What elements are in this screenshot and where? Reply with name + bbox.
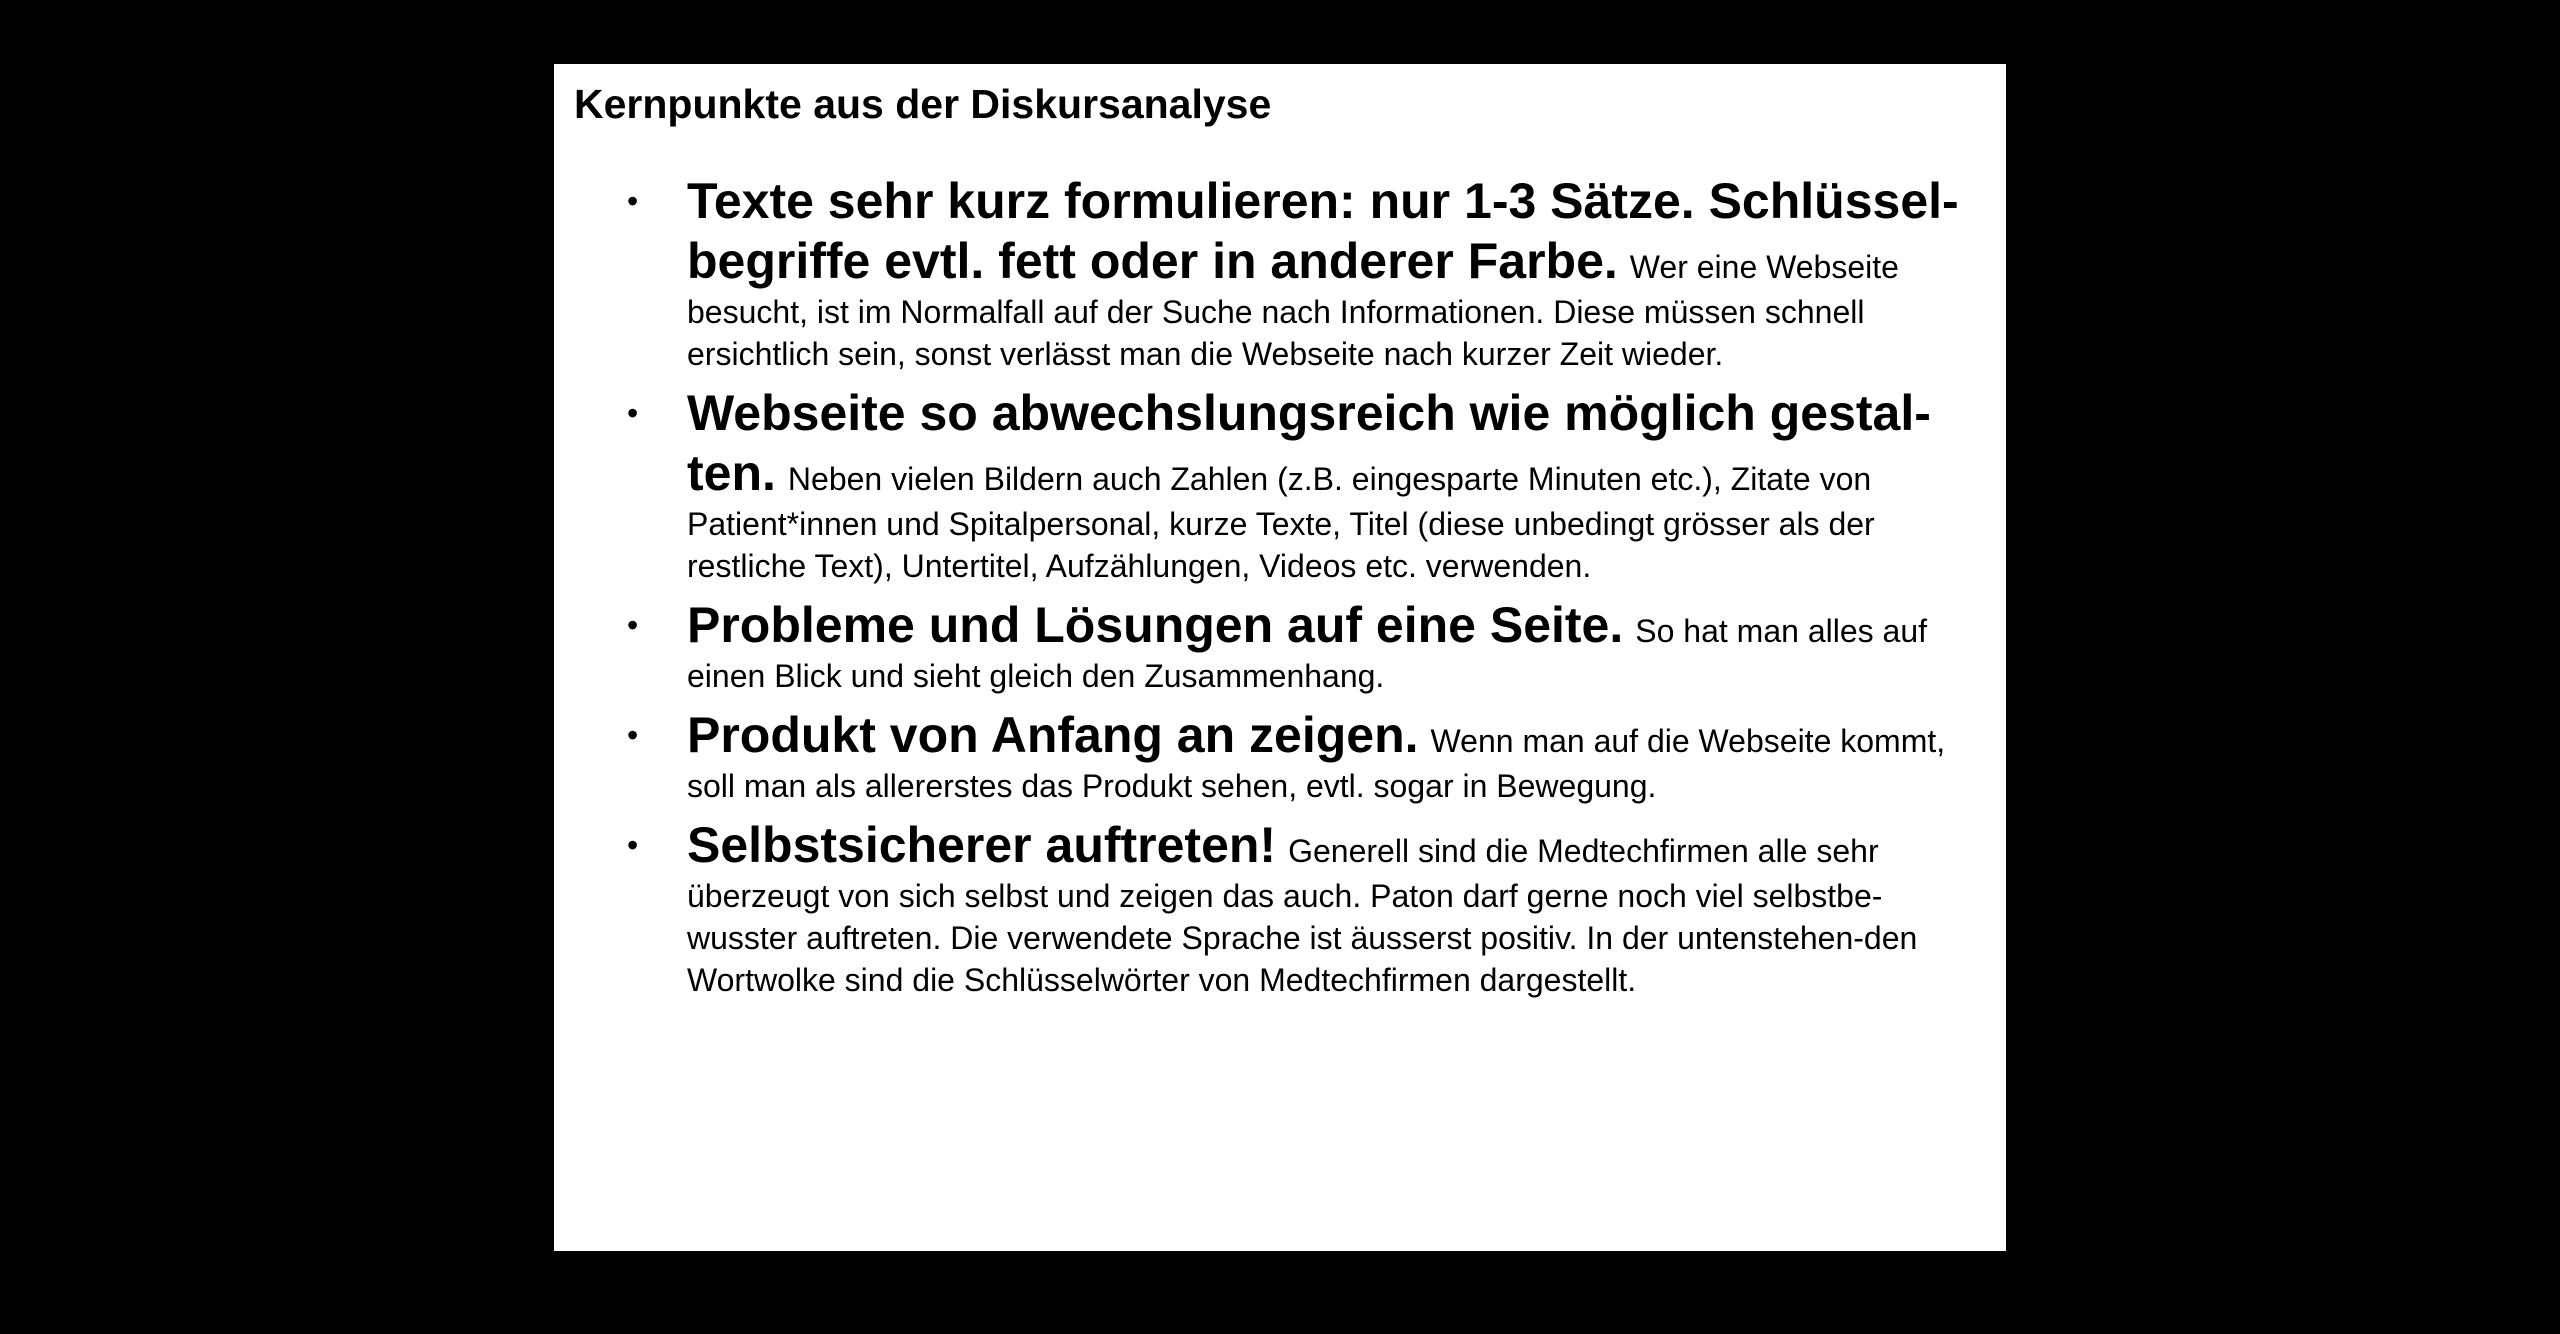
list-item: [627, 705, 1987, 807]
point-body: Wenn man auf die Webseite kommt, soll man als allererstes das Produkt sehen, evtl. sogar in Bewegung.: [687, 723, 1946, 804]
document-page: [554, 64, 2006, 1251]
point-body: Generell sind die Medtechfirmen alle sehr überzeugt von sich selbst und zeigen das auch. Paton darf gerne noch viel selbstbe-wusster auftreten. Die verwendete Sprache ist äusserst positiv. In der untenstehen-den Wortwolke sind die Schlüsselwörter von Medtechfirmen dargestellt.: [687, 833, 1918, 998]
list-item: [627, 383, 1987, 587]
point-headline: Webseite so abwechslungsreich wie möglich gestal-ten.: [687, 385, 1931, 501]
key-points-list: [627, 171, 1987, 1009]
bullet-icon: •: [627, 717, 639, 753]
bullet-icon: •: [627, 827, 639, 863]
point-body: So hat man alles auf einen Blick und sieht gleich den Zusammenhang.: [687, 613, 1927, 694]
point-headline: Texte sehr kurz formulieren: nur 1-3 Sätze. Schlüssel-begriffe evtl. fett oder in anderer Farbe.: [687, 173, 1959, 289]
point-body: Neben vielen Bildern auch Zahlen (z.B. eingesparte Minuten etc.), Zitate von Patient*innen und Spitalpersonal, kurze Texte, Titel (diese unbedingt grösser als der restliche Text), Untertitel, Aufzählungen, Videos etc. verwenden.: [687, 461, 1875, 584]
bullet-icon: •: [627, 183, 639, 219]
list-item: [627, 595, 1987, 697]
point-headline: Selbstsicherer auftreten!: [687, 817, 1277, 873]
bullet-icon: •: [627, 395, 639, 431]
list-item: [627, 815, 1987, 1001]
point-headline: Probleme und Lösungen auf eine Seite.: [687, 597, 1624, 653]
list-item: [627, 171, 1987, 375]
point-body: Wer eine Webseite besucht, ist im Normalfall auf der Suche nach Informationen. Diese müssen schnell ersichtlich sein, sonst verlässt man die Webseite nach kurzer Zeit wieder.: [687, 249, 1899, 372]
point-headline: Produkt von Anfang an zeigen.: [687, 707, 1419, 763]
document-title: Kernpunkte aus der Diskursanalyse: [574, 81, 1272, 127]
bullet-icon: •: [627, 607, 639, 643]
